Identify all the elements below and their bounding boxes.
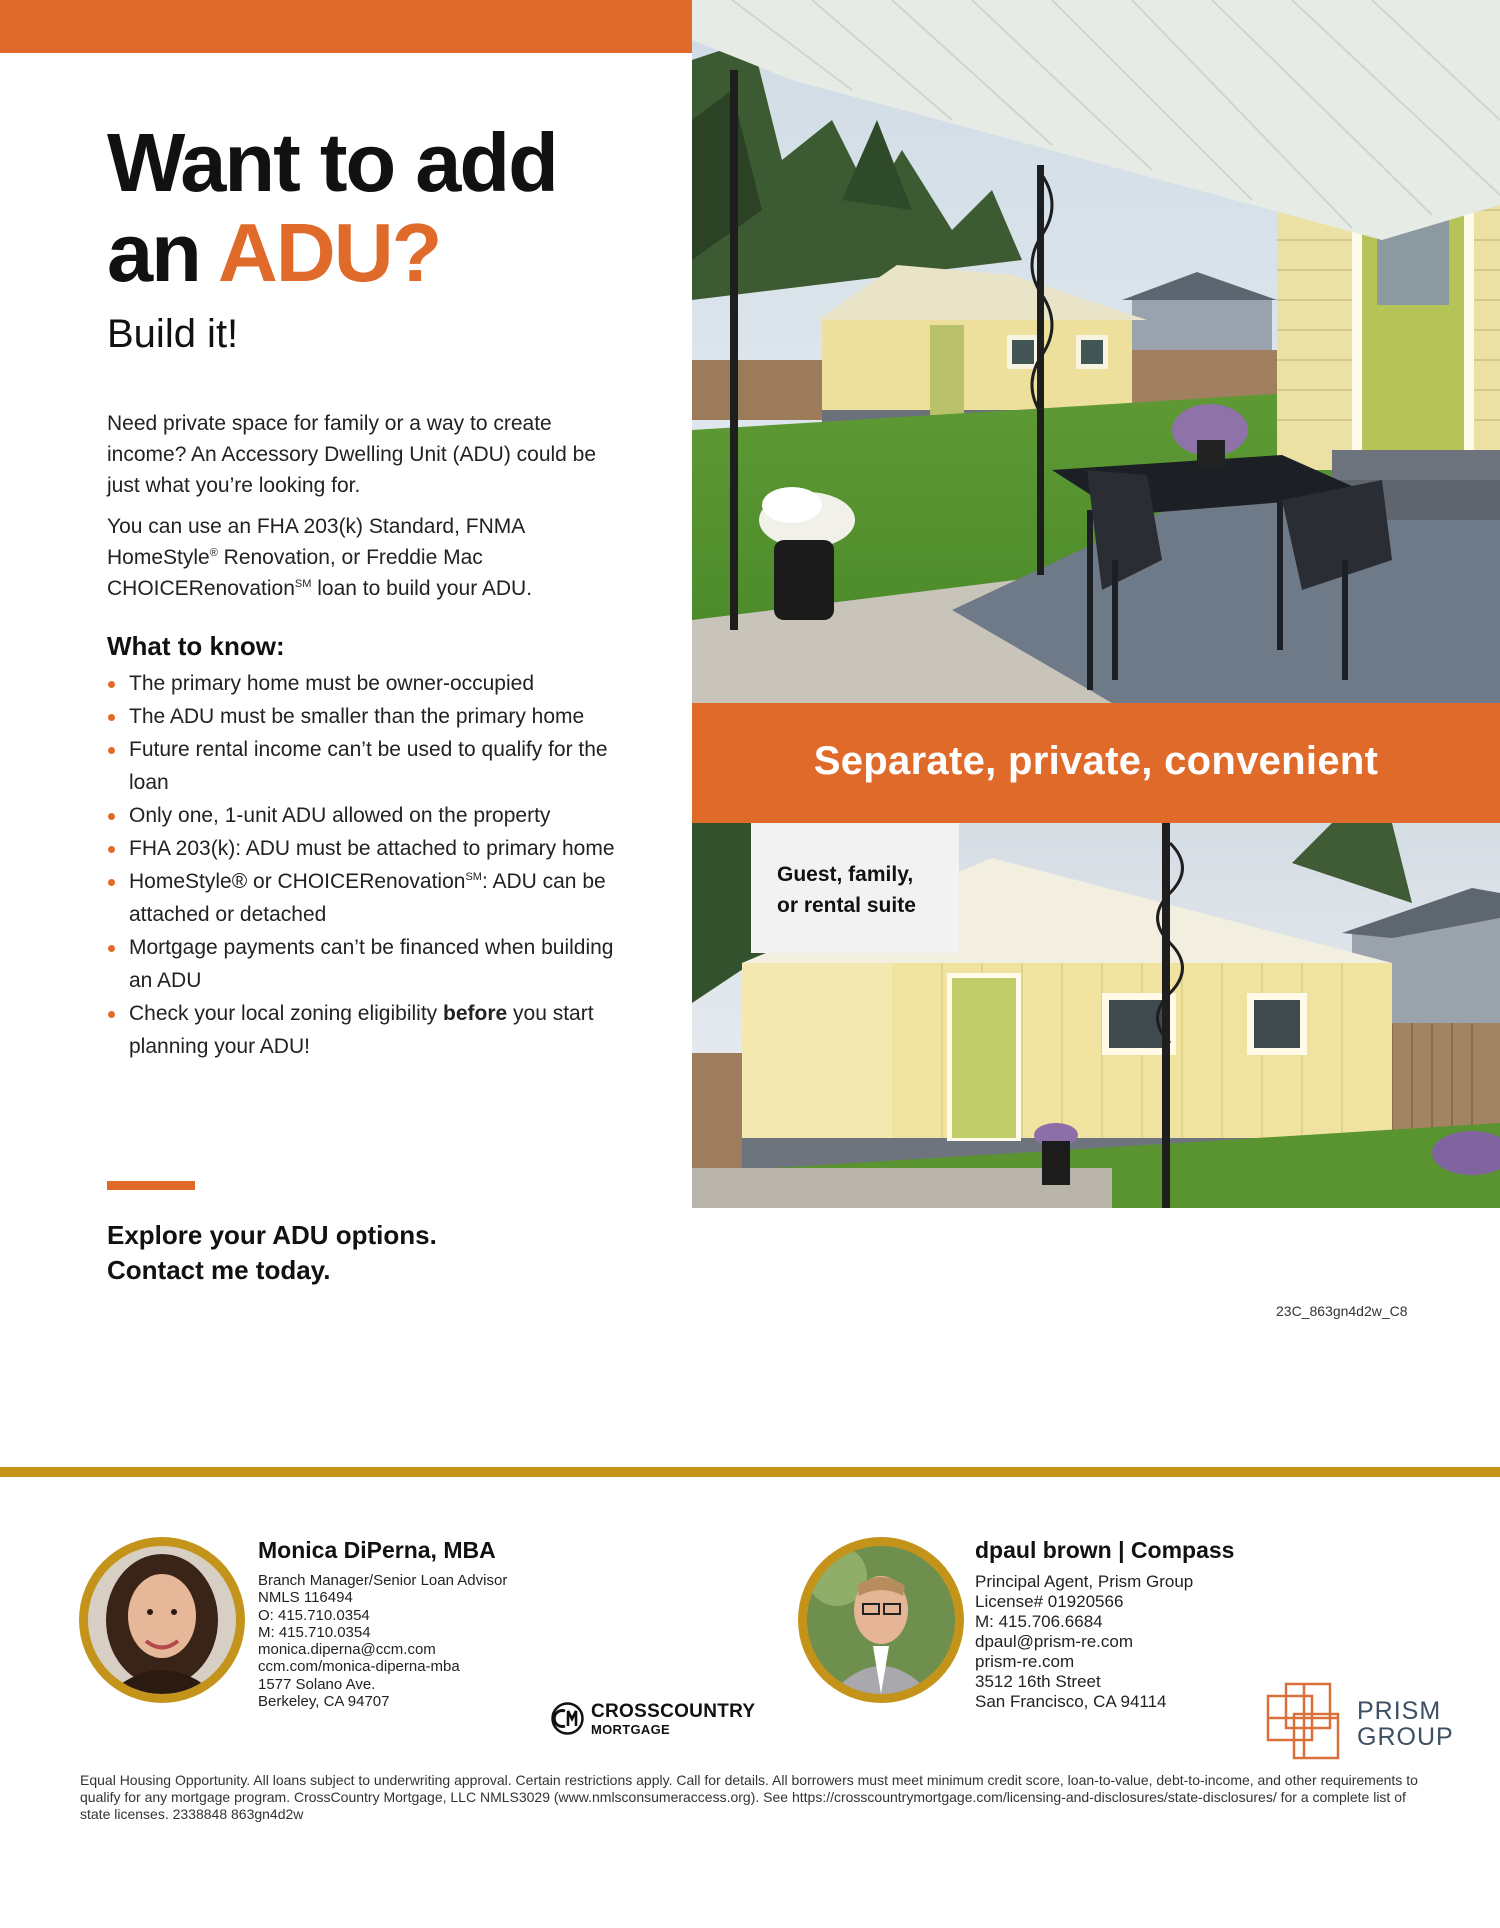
call-to-action [107, 1218, 437, 1288]
top-accent-bar [0, 0, 692, 53]
bullet-icon [108, 747, 115, 754]
contact-line: San Francisco, CA 94114 [975, 1692, 1167, 1711]
list-item-text: FHA 203(k): ADU must be attached to primary home [129, 837, 615, 860]
list-item-text: : ADU can be attached or detached [129, 870, 606, 926]
contact-line: Principal Agent, Prism Group [975, 1572, 1194, 1591]
photo-caption-box [751, 823, 959, 953]
list-item [107, 931, 637, 997]
photo-caption [777, 859, 916, 921]
cta-line1: Explore your ADU options. [107, 1220, 437, 1250]
website-link[interactable]: ccm.com/monica-diperna-mba [258, 1658, 460, 1676]
registered-mark: ® [209, 547, 218, 559]
subhead: Build it! [107, 312, 239, 356]
service-mark: SM [465, 871, 482, 883]
bullet-icon [108, 813, 115, 820]
contact-line: NMLS 116494 [258, 1589, 353, 1607]
contact-line: M: 415.706.6684 [975, 1612, 1103, 1631]
bullet-icon [108, 681, 115, 688]
intro-text [107, 408, 627, 604]
prism-icon [1264, 1680, 1344, 1762]
list-item-text: HomeStyle® or CHOICERenovation [129, 870, 466, 893]
intro-p2-part-b: Renovation, or Freddie Mac CHOICERenovation [107, 546, 483, 600]
list-item-text: Check your local zoning eligibility [129, 1002, 443, 1025]
agent-details [975, 1572, 1193, 1712]
list-item [107, 799, 637, 832]
intro-paragraph-1: Need private space for family or a way to create income? An Accessory Dwelling Unit (ADU) could be just what you’re looking for. [107, 412, 597, 497]
contact-line: O: 415.710.0354 [258, 1606, 370, 1624]
contact-line: 3512 16th Street [975, 1672, 1101, 1691]
bullet-icon [108, 879, 115, 886]
footer-divider [0, 1467, 1500, 1477]
caption-line2: or rental suite [777, 894, 916, 917]
list-item [107, 667, 637, 700]
bullet-icon [108, 846, 115, 853]
caption-line1: Guest, family, [777, 863, 914, 886]
prism-wordmark-sub: GROUP [1357, 1723, 1454, 1751]
avatar [79, 1537, 245, 1703]
list-item-text: you start planning your ADU! [129, 1002, 594, 1058]
contact-line: License# 01920566 [975, 1592, 1124, 1611]
email-link[interactable]: monica.diperna@ccm.com [258, 1641, 436, 1659]
list-item-text: Only one, 1-unit ADU allowed on the property [129, 804, 551, 827]
website-link[interactable]: prism-re.com [975, 1652, 1075, 1671]
list-item-text: Future rental income can’t be used to qualify for the loan [129, 738, 608, 794]
avatar [798, 1537, 964, 1703]
bullet-icon [108, 1011, 115, 1018]
what-to-know-list [107, 667, 637, 1063]
headline-accent: ADU? [217, 206, 441, 299]
list-item-text: Mortgage payments can’t be financed when building an ADU [129, 936, 614, 992]
intro-p2-part-c: loan to build your ADU. [311, 577, 533, 600]
contact-line: 1577 Solano Ave. [258, 1675, 376, 1693]
emphasis-text: before [443, 1002, 508, 1025]
loan-advisor-name: Monica DiPerna, MBA [258, 1537, 496, 1563]
list-item-text: The primary home must be owner-occupied [129, 672, 535, 695]
prism-group-logo [1264, 1680, 1464, 1762]
banner-text: Separate, private, convenient [813, 739, 1379, 783]
email-link[interactable]: dpaul@prism-re.com [975, 1632, 1134, 1651]
crosscountry-wordmark-sub: MORTGAGE [591, 1722, 670, 1737]
cta-line2: Contact me today. [107, 1255, 331, 1285]
feature-banner [692, 703, 1500, 823]
page-title [107, 118, 557, 298]
reference-code: 23C_863gn4d2w_C8 [1276, 1303, 1408, 1319]
contact-line: Branch Manager/Senior Loan Advisor [258, 1572, 508, 1589]
divider [107, 1181, 195, 1190]
loan-advisor-details [258, 1572, 507, 1710]
list-item [107, 733, 637, 799]
what-to-know-title: What to know: [107, 631, 285, 661]
bullet-icon [108, 714, 115, 721]
intro-paragraph-2 [107, 511, 627, 604]
headline-line1: Want to add [107, 116, 557, 209]
intro-p2-part-a: You can use an FHA 203(k) Standard, FNMA HomeStyle [107, 515, 525, 569]
crosscountry-logo [551, 1701, 761, 1739]
list-item [107, 997, 637, 1063]
agent-name: dpaul brown | Compass [975, 1537, 1235, 1563]
list-item [107, 700, 637, 733]
crosscountry-wordmark: CROSSCOUNTRY [591, 1701, 756, 1722]
crosscountry-icon [551, 1702, 584, 1735]
service-mark: SM [294, 578, 312, 590]
bullet-icon [108, 945, 115, 952]
contact-line: Berkeley, CA 94707 [258, 1693, 390, 1711]
list-item-text: The ADU must be smaller than the primary home [129, 705, 585, 728]
patio-photo [692, 0, 1500, 703]
prism-wordmark: PRISM [1357, 1697, 1442, 1725]
contact-line: M: 415.710.0354 [258, 1623, 371, 1641]
list-item [107, 865, 637, 931]
legal-disclaimer: Equal Housing Opportunity. All loans subject to underwriting approval. Certain restrictions apply. Call for details. All borrowers must meet minimum credit score, loan-to-value, debt-to-income, and other requirements to qualify for any mortgage program. CrossCountry Mortgage, LLC NMLS3029 (www.nmlsconsumeraccess.org). See https://crosscountrymortgage.com/licensing-and-disclosures/state-disclosures/ for a complete list of state licenses. 2338848 863gn4d2w [80, 1772, 1418, 1822]
headline-line2-prefix: an [107, 206, 218, 299]
list-item [107, 832, 637, 865]
headshot-photo [88, 1546, 236, 1694]
headshot-photo [807, 1546, 955, 1694]
